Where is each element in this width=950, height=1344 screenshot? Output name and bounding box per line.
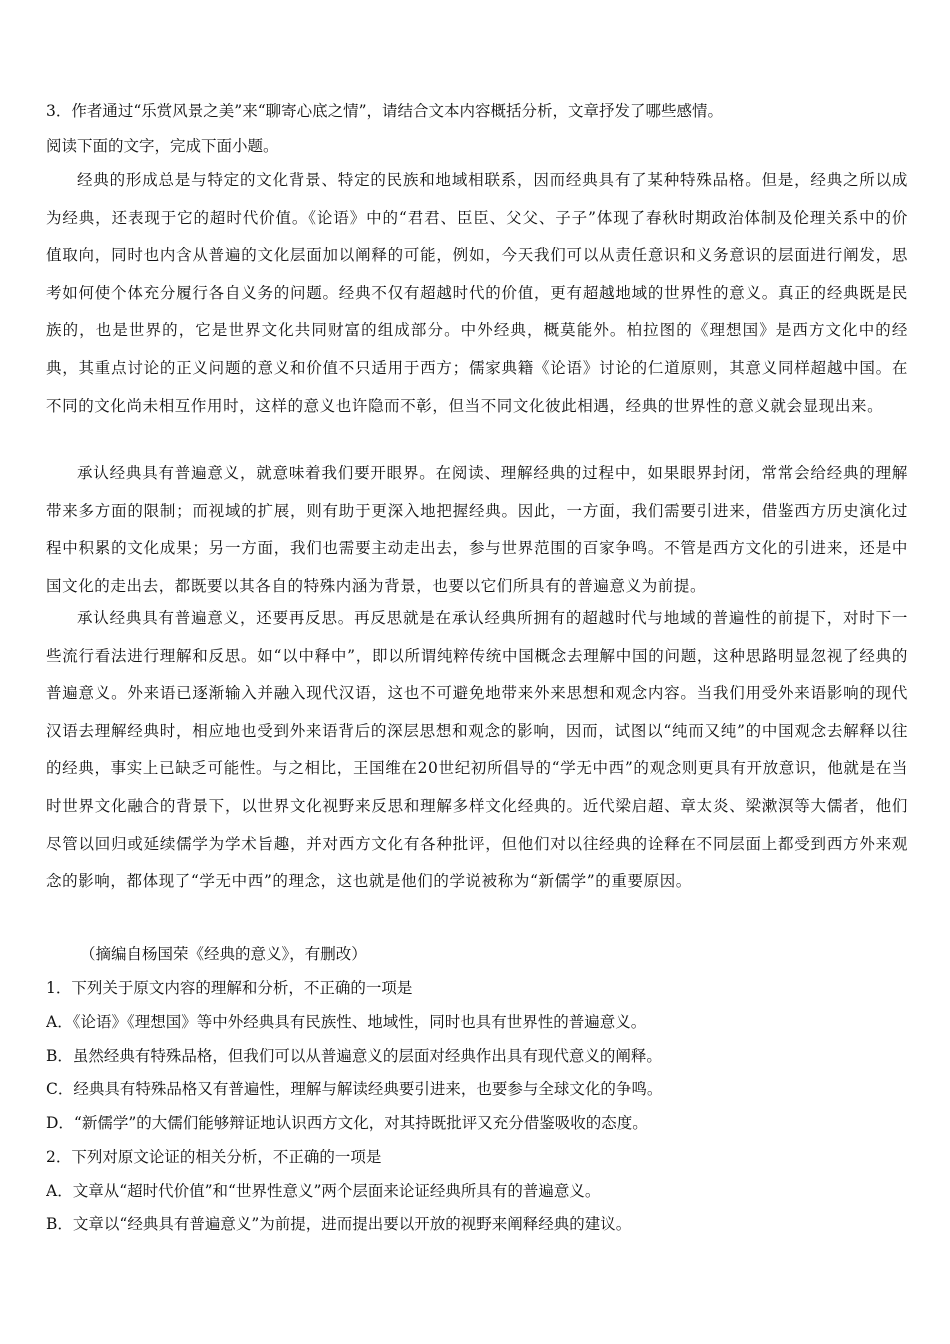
question-2-stem: 2．下列对原文论证的相关分析，不正确的一项是 (46, 1148, 382, 1166)
question-2-option-a: A．文章从“超时代价值”和“世界性意义”两个层面来论证经典所具有的普遍意义。 (46, 1182, 601, 1200)
passage-source: （摘编自杨国荣《经典的意义》，有删改） (80, 945, 367, 963)
passage-paragraph-2: 承认经典具有普遍意义，就意味着我们要开眼界。在阅读、理解经典的过程中，如果眼界封闭，常常会给经典的理解带来多方面的限制；而视域的扩展，则有助于更深入地把握经典。因此，一方面，我们需要引进来，借鉴西方历史演化过程中积累的文化成果；另一方面，我们也需要主动走出去，参与世界范围的百家争鸣。不管是西方文化的引进来，还是中国文化的走出去，都既要以其各自的特殊内涵为背景，也要以它们所具有的普遍意义为前提。 (46, 464, 908, 595)
question-1-option-b: B．虽然经典有特殊品格，但我们可以从普遍意义的层面对经典作出具有现代意义的阐释。 (46, 1047, 662, 1065)
question-1-option-c: C．经典具有特殊品格又有普遍性，理解与解读经典要引进来，也要参与全球文化的争鸣。 (46, 1080, 663, 1098)
reading-instruction: 阅读下面的文字，完成下面小题。 (46, 137, 279, 155)
question-3: 3．作者通过“乐赏风景之美”来“聊寄心底之情”，请结合文本内容概括分析，文章抒发了哪些感情。 (46, 102, 724, 120)
question-1-stem: 1．下列关于原文内容的理解和分析，不正确的一项是 (46, 979, 413, 997)
question-1-option-d: D．“新儒学”的大儒们能够辩证地认识西方文化，对其持既批评又充分借鉴吸收的态度。 (46, 1114, 648, 1132)
question-1-option-a: A．《论语》《理想国》等中外经典具有民族性、地域性，同时也具有世界性的普遍意义。 (46, 1013, 647, 1031)
passage-paragraph-1: 经典的形成总是与特定的文化背景、特定的民族和地域相联系，因而经典具有了某种特殊品格。但是，经典之所以成为经典，还表现于它的超时代价值。《论语》中的“君君、臣臣、父父、子子”体现了春秋时期政治体制及伦理关系中的价值取向，同时也内含从普遍的文化层面加以阐释的可能，例如，今天我们可以从责任意识和义务意识的层面进行阐发，思考如何使个体充分履行各自义务的问题。经典不仅有超越时代的价值，更有超越地域的世界性的意义。真正的经典既是民族的，也是世界的，它是世界文化共同财富的组成部分。中外经典，概莫能外。柏拉图的《理想国》是西方文化中的经典，其重点讨论的正义问题的意义和价值不只适用于西方；儒家典籍《论语》讨论的仁道原则，其意义同样超越中国。在不同的文化尚未相互作用时，这样的意义也许隐而不彰，但当不同文化彼此相遇，经典的世界性的意义就会显现出来。 (46, 171, 908, 415)
passage-paragraph-3: 承认经典具有普遍意义，还要再反思。再反思就是在承认经典所拥有的超越时代与地域的普遍性的前提下，对时下一些流行看法进行理解和反思。如“以中释中”，即以所谓纯粹传统中国概念去理解中国的问题，这种思路明显忽视了经典的普遍意义。外来语已逐渐输入并融入现代汉语，这也不可避免地带来外来思想和观念内容。当我们用受外来语影响的现代汉语去理解经典时，相应地也受到外来语背后的深层思想和观念的影响，因而，试图以“纯而又纯”的中国观念去解释以往的经典，事实上已缺乏可能性。与之相比，王国维在20世纪初所倡导的“学无中西”的观念则更具有开放意识，他就是在当时世界文化融合的背景下，以世界文化视野来反思和理解多样文化经典的。近代梁启超、章太炎、梁漱溟等大儒者，他们尽管以回归或延续儒学为学术旨趣，并对西方文化有各种批评，但他们对以往经典的诠释在不同层面上都受到西方外来观念的影响，都体现了“学无中西”的理念，这也就是他们的学说被称为“新儒学”的重要原因。 (46, 609, 908, 891)
question-2-option-b: B．文章以“经典具有普遍意义”为前提，进而提出要以开放的视野来阐释经典的建议。 (46, 1215, 632, 1233)
